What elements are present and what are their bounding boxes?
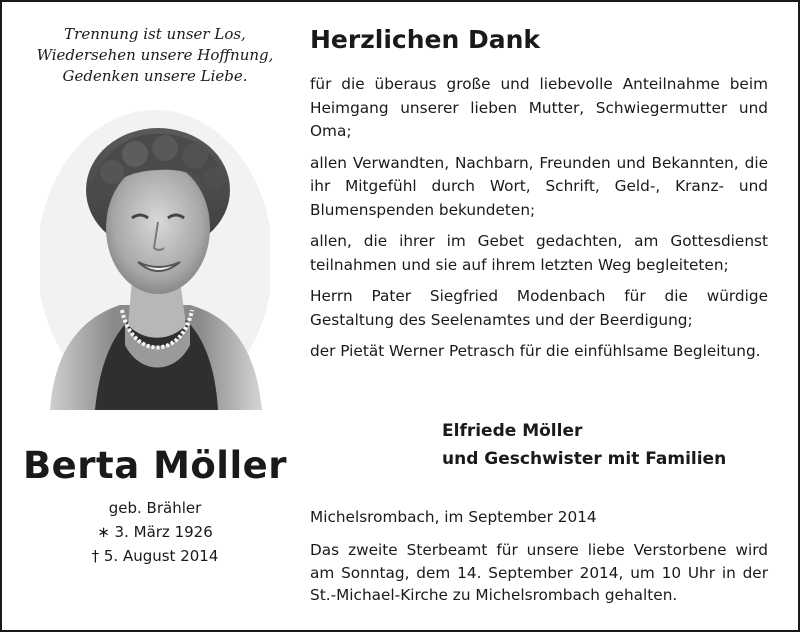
thanks-paragraph: Herrn Pater Siegfried Modenbach für die würdige Gestaltung des Seelenamtes und der Beerdigung; <box>310 287 768 329</box>
place-and-date: Michelsrombach, im September 2014 <box>310 508 597 526</box>
thanks-body <box>310 73 768 372</box>
memorial-motto <box>30 24 280 87</box>
family-signature <box>442 417 726 473</box>
thanks-paragraph: allen, die ihrer im Gebet gedachten, am Gottesdienst teilnahmen und sie auf ihrem letzten Weg begleiteten; <box>310 232 768 274</box>
birth-name: geb. Brähler <box>108 499 202 517</box>
signature-line: und Geschwister mit Familien <box>442 449 727 469</box>
service-notice: Das zweite Sterbeamt für unsere liebe Verstorbene wird am Sonntag, dem 14. September 2014, um 10 Uhr in der St.-Michael-Kirche zu Michelsrombach gehalten. <box>310 541 768 604</box>
death-date: † 5. August 2014 <box>91 547 219 565</box>
thanks-paragraph: allen Verwandten, Nachbarn, Freunden und Bekannten, die ihr Mitgefühl durch Wort, Schrift, Geld-, Kranz- und Blumenspenden bekundeten; <box>310 153 768 219</box>
motto-line: Gedenken unsere Liebe. <box>62 67 248 85</box>
deceased-name: Berta Möller <box>22 444 288 487</box>
birth-date: ∗ 3. März 1926 <box>97 523 213 541</box>
signature-line: Elfriede Möller <box>442 421 583 441</box>
thanks-paragraph: der Pietät Werner Petrasch für die einfühlsame Begleitung. <box>310 342 761 360</box>
thanks-paragraph: für die überaus große und liebevolle Anteilnahme beim Heimgang unserer lieben Mutter, Schwiegermutter und Oma; <box>310 75 768 140</box>
portrait-photo <box>40 110 270 410</box>
motto-line: Trennung ist unser Los, <box>64 25 246 43</box>
thanks-heading: Herzlichen Dank <box>310 25 541 54</box>
motto-line: Wiedersehen unsere Hoffnung, <box>36 46 274 64</box>
